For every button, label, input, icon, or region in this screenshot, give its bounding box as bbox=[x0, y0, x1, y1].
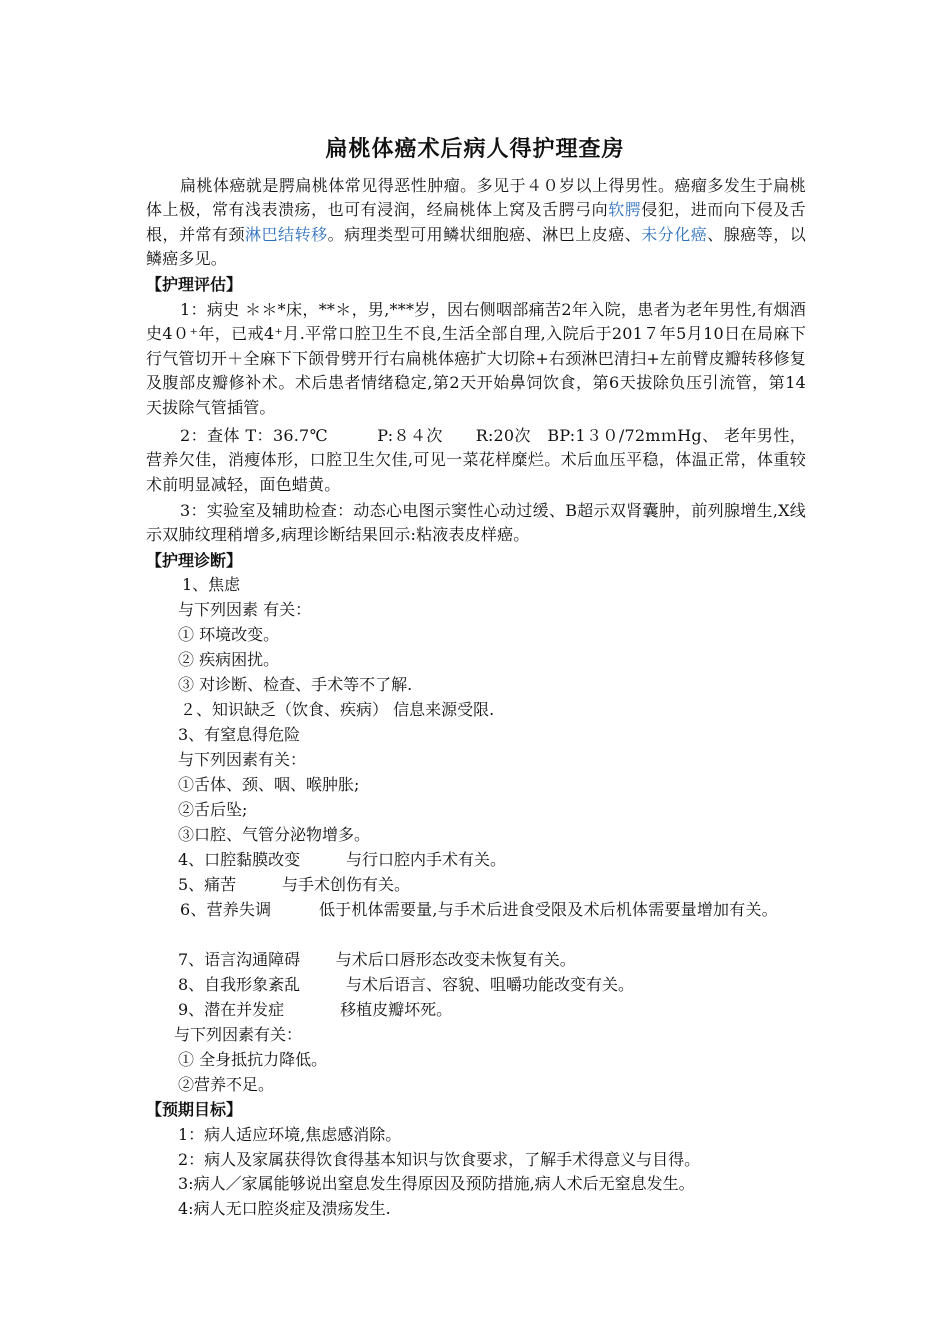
intro-text-3: 。病理类型可用鳞状细胞癌、淋巴上皮癌、 bbox=[327, 224, 642, 244]
link-soft-palate[interactable]: 软腭 bbox=[608, 200, 642, 220]
goal-2: 2：病人及家属获得饮食得基本知识与饮食要求，了解手术得意义与目得。 bbox=[178, 1150, 701, 1169]
diagnosis-4: 4、口腔黏膜改变 与行口腔内手术有关。 bbox=[178, 850, 506, 869]
diagnosis-7: 7、语言沟通障碍 与术后口唇形态改变未恢复有关。 bbox=[178, 950, 576, 969]
diagnosis-1-item-c: ③ 对诊断、检查、手术等不了解. bbox=[178, 675, 413, 694]
diagnosis-1: 1、焦虑 bbox=[182, 575, 241, 594]
section-heading-assessment: 【护理评估】 bbox=[146, 275, 243, 294]
diagnosis-3-cause: 与下列因素有关： bbox=[178, 750, 307, 769]
diagnosis-9: 9、潜在并发症 移植皮瓣坏死。 bbox=[178, 1000, 453, 1019]
diagnosis-9-item-a: ① 全身抵抗力降低。 bbox=[178, 1050, 328, 1069]
goal-3: 3:病人／家属能够说出窒息发生得原因及预防措施,病人术后无窒息发生。 bbox=[178, 1174, 695, 1193]
link-undifferentiated-carcinoma[interactable]: 未分化癌 bbox=[641, 224, 708, 244]
intro-text-4: 、腺癌等，以鳞癌多见。 bbox=[146, 224, 806, 269]
link-lymph-node-metastasis[interactable]: 淋巴结转移 bbox=[245, 224, 328, 244]
assessment-lab: 3：实验室及辅助检查：动态心电图示窦性心动过缓、B超示双肾囊肿，前列腺增生,X线示双肺纹理稍增多,病理诊断结果回示:粘液表皮样癌。 bbox=[146, 501, 806, 545]
section-heading-diagnosis: 【护理诊断】 bbox=[146, 551, 243, 570]
diagnosis-1-cause: 与下列因素 有关： bbox=[178, 600, 312, 619]
intro-text-2: 侵犯，进而向下侵及舌根，并常有颈 bbox=[146, 200, 806, 244]
diagnosis-9-item-b: ②营养不足。 bbox=[178, 1075, 275, 1094]
goal-1: 1：病人适应环境,焦虑感消除。 bbox=[178, 1125, 402, 1144]
diagnosis-1-item-a: ① 环境改变。 bbox=[178, 625, 280, 644]
section-heading-goals: 【预期目标】 bbox=[146, 1100, 243, 1119]
goal-4: 4:病人无口腔炎症及溃疡发生. bbox=[178, 1199, 391, 1218]
intro-text-1: 扁桃体癌就是腭扁桃体常见得恶性肿瘤。多见于４０岁以上得男性。癌瘤多发生于扁桃体上极，常有浅表溃疡，也可有浸润，经扁桃体上窝及舌腭弓向 bbox=[146, 176, 806, 220]
diagnosis-5: 5、痛苦 与手术创伤有关。 bbox=[178, 875, 410, 894]
diagnosis-3-item-c: ③口腔、气管分泌物增多。 bbox=[178, 825, 371, 844]
diagnosis-2: ２、知识缺乏（饮食、疾病） 信息来源受限. bbox=[180, 700, 495, 719]
diagnosis-1-item-b: ② 疾病困扰。 bbox=[178, 650, 280, 669]
diagnosis-8: 8、自我形象紊乱 与术后语言、容貌、咀嚼功能改变有关。 bbox=[178, 975, 634, 994]
diagnosis-3-item-a: ①舌体、颈、咽、喉肿胀; bbox=[178, 775, 360, 794]
diagnosis-3-item-b: ②舌后坠; bbox=[178, 800, 248, 819]
assessment-exam: 2：查体 T：36.7℃ P:８４次 R:20次 BP:1３０/72mｍHg、 老年男性，营养欠佳，消瘦体形，口腔卫生欠佳,可见一菜花样糜烂。术后血压平稳，体温正常，体重较术前明显减轻，面色蜡黄。 bbox=[146, 426, 806, 494]
assessment-history: 1：病史 ＊＊*床，**＊，男,***岁，因右侧咽部痛苦2年入院，患者为老年男性,有烟酒史4０⁺年，已戒4⁺月.平常口腔卫生不良,生活全部自理,入院后于201７年5月10日在局麻下行气管切开＋全麻下下颌骨劈开行右扁桃体癌扩大切除+右颈淋巴清扫+左前臂皮瓣转移修复及腹部皮瓣修补术。术后患者情绪稳定,第2天开始鼻饲饮食，第6天拔除负压引流管，第14天拔除气管插管。 bbox=[146, 300, 806, 417]
diagnosis-3: 3、有窒息得危险 bbox=[178, 725, 301, 744]
diagnosis-9-cause: 与下列因素有关： bbox=[174, 1025, 303, 1044]
document-title: 扁桃体癌术后病人得护理查房 bbox=[325, 137, 625, 162]
intro-paragraph bbox=[146, 174, 806, 272]
diagnosis-6: 6、营养失调 低于机体需要量,与手术后进食受限及术后机体需要量增加有关。 bbox=[180, 900, 778, 919]
